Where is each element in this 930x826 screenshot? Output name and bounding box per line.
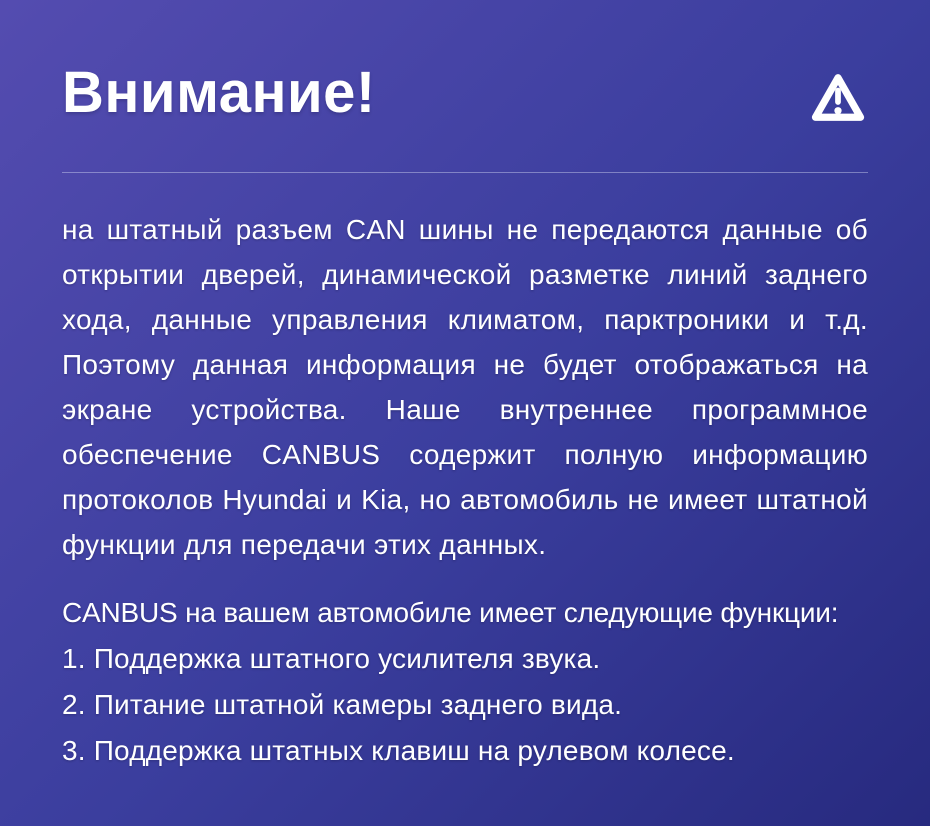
paragraph-line: обеспечение CANBUS содержит полную информацию — [62, 439, 868, 470]
header — [62, 60, 868, 126]
paragraph-line: хода, данные управления климатом, парктроники и т.д. — [62, 304, 868, 335]
paragraph-line: экране устройства. Наше внутреннее программное — [62, 394, 868, 425]
list-item: 3. Поддержка штатных клавиш на рулевом колесе. — [62, 735, 735, 766]
paragraph-line: функции для передачи этих данных. — [62, 529, 547, 560]
page-title: Внимание! — [62, 60, 376, 125]
paragraph-line: Поэтому данная информация не будет отображаться на — [62, 349, 868, 380]
paragraph-line: открытии дверей, динамической разметке линий заднего — [62, 259, 868, 290]
paragraph-line: протоколов Hyundai и Kia, но автомобиль не имеет штатной — [62, 484, 868, 515]
paragraph-can-info — [62, 207, 868, 567]
list-item: 1. Поддержка штатного усилителя звука. — [62, 643, 601, 674]
paragraph-line: на штатный разъем CAN шины не передаются данные об — [62, 214, 868, 245]
canbus-functions-heading: CANBUS на вашем автомобиле имеет следующие функции: — [62, 597, 839, 628]
divider-line — [62, 172, 868, 173]
canbus-functions-block — [62, 590, 868, 774]
list-item: 2. Питание штатной камеры заднего вида. — [62, 689, 623, 720]
warning-triangle-icon — [808, 70, 868, 126]
